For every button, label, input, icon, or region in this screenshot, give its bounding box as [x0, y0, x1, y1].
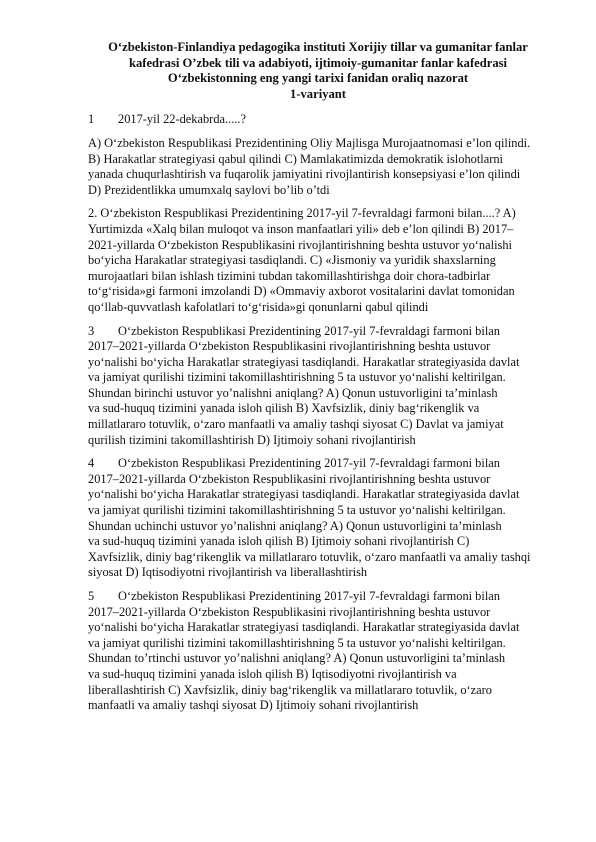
question-line: 2. O‘zbekiston Respublikasi Prezidentining 2017-yil 7-fevraldagi farmoni bilan....? A) [88, 206, 516, 221]
question-line: va sud-huquq tizimini yanada isloh qilish B) Ijtimoiy sohani rivojlantirish C) [88, 534, 470, 549]
header-line-variant: 1-variyant [290, 86, 346, 101]
question-number: 3 [88, 323, 95, 338]
question-number: 1 [88, 112, 95, 127]
question-line: 2017–2021-yillarda O‘zbekiston Respublikasini rivojlantirishning beshta ustuvor [88, 604, 491, 619]
question-line: va jamiyat qurilishi tizimini takomillashtirishning 5 ta ustuvor yo‘nalishi keltirilgan. [88, 635, 506, 650]
question-line: yo‘nalishi bo‘yicha Harakatlar strategiyasi tasdiqlandi. Harakatlar strategiyasida davlat [88, 487, 520, 502]
question-text: O‘zbekiston Respublikasi Prezidentining 2017-yil 7-fevraldagi farmoni bilan [118, 323, 500, 338]
question-line [88, 324, 548, 340]
question-1-line: 2017-yil 22-dekabrda.....? [118, 112, 246, 127]
question-line: Shundan to’rtinchi ustuvor yo’nalishni aniqlang? A) Qonun ustuvorligini ta’minlash [88, 651, 506, 666]
question-number: 5 [88, 589, 95, 603]
question-4 [88, 456, 548, 581]
document-header [88, 40, 548, 102]
question-1 [0, 112, 548, 128]
header-line-department: kafedrasi O’zbek tili va adabiyoti, ijtimoiy-gumanitar fanlar kafedrasi [128, 55, 508, 70]
question-line: yo‘nalishi bo‘yicha Harakatlar strategiyasi tasdiqlandi. Harakatlar strategiyasida davlat [88, 354, 520, 369]
question-2 [88, 206, 548, 315]
header-line-institute: O‘zbekiston-Finlandiya pedagogika instituti Xorijiy tillar va gumanitar fanlar [108, 40, 528, 54]
document-page [88, 40, 548, 722]
question-line: va jamiyat qurilishi tizimini takomillashtirishning 5 ta ustuvor yo‘nalishi keltirilgan. [88, 370, 506, 385]
question-line: B) Harakatlar strategiyasi qabul qilindi C) Mamlakatimizda demokratik islohotlarni [88, 151, 503, 166]
question-1-prompt [88, 112, 548, 128]
question-line: murojaatlari bilan ishlash tizimini tubdan takomillashtirishga doir chora-tadbirlar [88, 268, 491, 283]
question-line: qurilish tizimini takomillashtirish D) Ijtimoiy sohani rivojlantirish [88, 432, 416, 447]
question-1-answers [88, 136, 548, 198]
question-line: to‘g‘risida»gi farmoni imzolandi D) «Ommaviy axborot vositalarini davlat tomonidan [88, 284, 515, 299]
question-line: qo‘llab-quvvatlash kafolatlari to‘g‘risida»gi qonunlarni qabul qilindi [88, 299, 429, 314]
question-line: D) Prezidentlikka umumxalq saylovi bo’lib o’tdi [88, 182, 330, 197]
question-line: bo‘yicha Harakatlar strategiyasi tasdiqlandi. C) «Jismoniy va yuridik shaxslarning [88, 253, 496, 268]
question-number: 4 [88, 456, 95, 471]
question-line: 2021-yillarda O‘zbekiston Respublikasini rivojlantirishning beshta ustuvor yo‘nalishi [88, 237, 512, 252]
question-line: 2017–2021-yillarda O‘zbekiston Respublikasini rivojlantirishning beshta ustuvor [88, 471, 491, 486]
question-line: Shundan uchinchi ustuvor yo’nalishni aniqlang? A) Qonun ustuvorligini ta’minlash [88, 518, 502, 533]
question-line: A) O‘zbekiston Respublikasi Prezidentining Oliy Majlisga Murojaatnomasi e’lon qilindi. [88, 135, 531, 150]
question-line: siyosat D) Iqtisodiyotni rivojlantirish va liberallashtirish [88, 565, 368, 580]
question-line: Yurtimizda «Xalq bilan muloqot va inson manfaatlari yili» deb e’lon qilindi B) 2017– [88, 221, 514, 236]
question-text: O‘zbekiston Respublikasi Prezidentining 2017-yil 7-fevraldagi farmoni bilan [118, 589, 500, 603]
question-line: Xavfsizlik, diniy bag‘rikenglik va millatlararo totuvlik, o‘zaro manfaatli va amaliy tashqi [88, 549, 531, 564]
question-line: va jamiyat qurilishi tizimini takomillashtirishning 5 ta ustuvor yo‘nalishi keltirilgan. [88, 503, 506, 518]
question-line: Shundan birinchi ustuvor yo’nalishni aniqlang? A) Qonun ustuvorligini ta’minlash [88, 385, 498, 400]
question-line: 2017–2021-yillarda O‘zbekiston Respublikasini rivojlantirishning beshta ustuvor [88, 339, 491, 354]
question-line: yo‘nalishi bo‘yicha Harakatlar strategiyasi tasdiqlandi. Harakatlar strategiyasida davlat [88, 620, 520, 635]
question-line: va sud-huquq tizimini yanada isloh qilish B) Iqtisodiyotni rivojlantirish va [88, 666, 457, 681]
question-5 [88, 589, 548, 714]
question-text: O‘zbekiston Respublikasi Prezidentining 2017-yil 7-fevraldagi farmoni bilan [118, 456, 500, 471]
question-line: millatlararo totuvlik, o‘zaro manfaatli va amaliy tashqi siyosat C) Davlat va jamiyat [88, 417, 504, 432]
question-line: yanada chuqurlashtirish va fuqarolik jamiyatini rivojlantirish konsepsiyasi e’lon qilindi [88, 167, 521, 182]
question-line: liberallashtirish C) Xavfsizlik, diniy bag‘rikenglik va millatlararo totuvlik, o‘zaro [88, 682, 492, 697]
question-line [88, 589, 548, 605]
question-line [88, 456, 548, 472]
header-line-subject: O‘zbekistonning eng yangi tarixi fanidan oraliq nazorat [167, 71, 469, 86]
question-line: va sud-huquq tizimini yanada isloh qilish B) Xavfsizlik, diniy bag‘rikenglik va [88, 401, 480, 416]
question-3 [88, 324, 548, 449]
question-line: manfaatli va amaliy tashqi siyosat D) Ijtimoiy sohani rivojlantirish [88, 698, 419, 713]
